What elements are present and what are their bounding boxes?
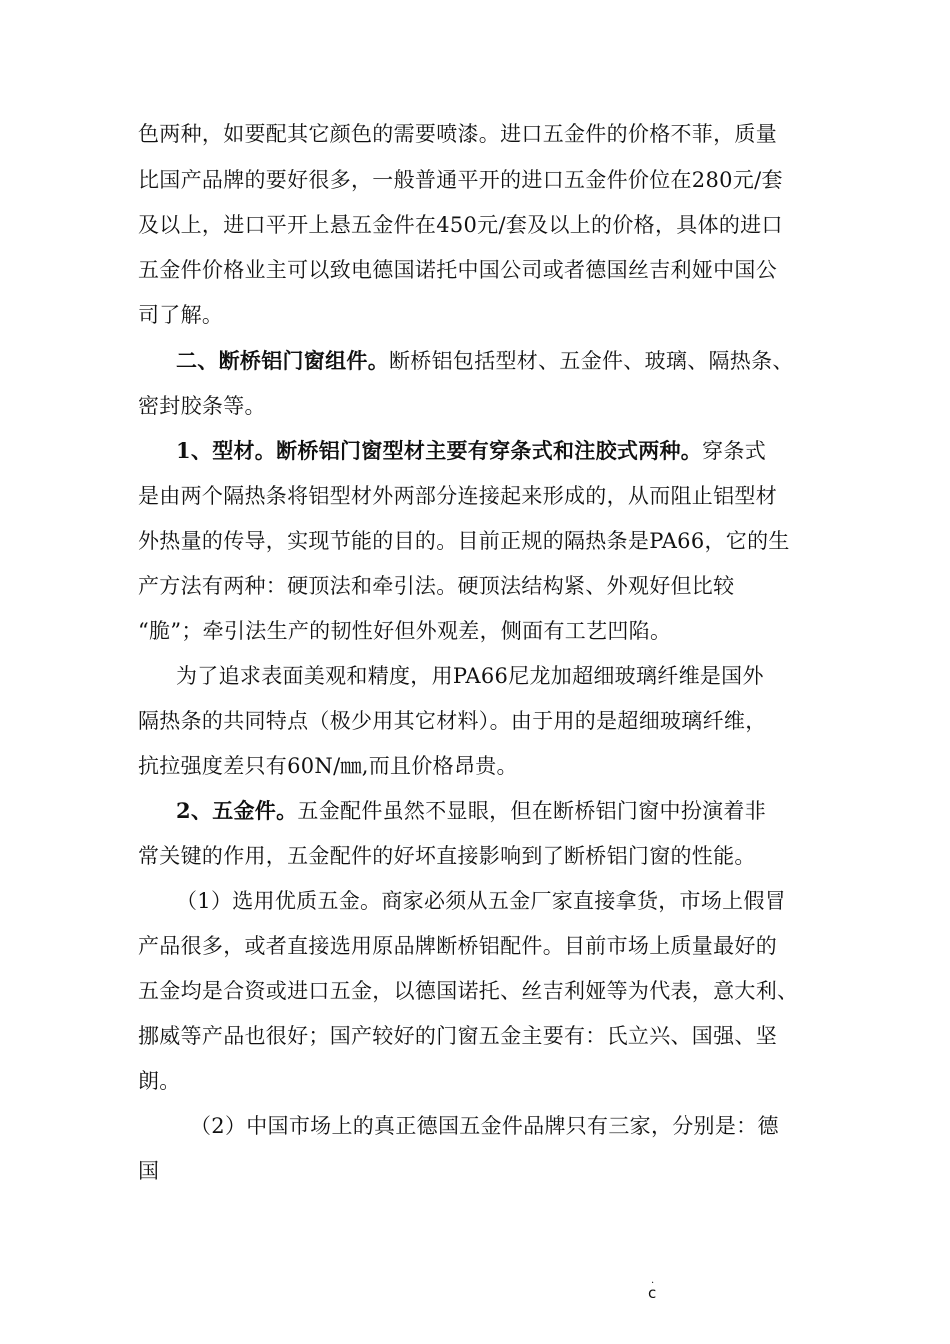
text-line: 五金均是合资或进口五金，以德国诺托、丝吉利娅等为代表，意大利、 <box>138 979 799 1003</box>
text-line: “脆”；牵引法生产的韧性好但外观差，侧面有工艺凹陷。 <box>138 619 672 643</box>
item-1-line-1 <box>176 434 766 468</box>
item-2-heading: 2、五金件。 <box>176 798 298 823</box>
item-1-heading: 1、型材。断桥铝门窗型材主要有穿条式和注胶式两种。 <box>176 438 703 463</box>
text-line: 比国产品牌的要好很多，一般普通平开的进口五金件价位在280元/套 <box>138 168 783 192</box>
text-line: 外热量的传导，实现节能的目的。目前正规的隔热条是PA66，它的生 <box>138 529 790 553</box>
text-line: 五金件价格业主可以致电德国诺托中国公司或者德国丝吉利娅中国公 <box>138 258 777 282</box>
section-2-line-1 <box>176 344 794 378</box>
footer-page-mark: c <box>648 1284 657 1302</box>
section-2-heading: 二、断桥铝门窗组件。 <box>176 348 389 373</box>
text-line: 是由两个隔热条将铝型材外两部分连接起来形成的，从而阻止铝型材 <box>138 484 777 508</box>
item-2-text: 五金配件虽然不显眼，但在断桥铝门窗中扮演着非 <box>297 799 767 823</box>
text-line: 为了追求表面美观和精度，用PA66尼龙加超细玻璃纤维是国外 <box>176 664 764 688</box>
text-line: 色两种，如要配其它颜色的需要喷漆。进口五金件的价格不菲，质量 <box>138 122 777 146</box>
text-line: 及以上，进口平开上悬五金件在450元/套及以上的价格，具体的进口 <box>138 213 783 237</box>
text-line: 抗拉强度差只有60N/㎜,而且价格昂贵。 <box>138 754 518 778</box>
footer-dot: . <box>651 1275 655 1286</box>
text-line: 密封胶条等。 <box>138 394 266 418</box>
text-line: 朗。 <box>138 1069 181 1093</box>
text-line: 挪威等产品也很好；国产较好的门窗五金主要有：氏立兴、国强、坚 <box>138 1024 777 1048</box>
section-2-text: 断桥铝包括型材、五金件、玻璃、隔热条、 <box>389 349 794 373</box>
text-line: 产品很多，或者直接选用原品牌断桥铝配件。目前市场上质量最好的 <box>138 934 777 958</box>
item-2-line-1 <box>176 794 766 828</box>
text-line: （2）中国市场上的真正德国五金件品牌只有三家，分别是：德 <box>190 1114 779 1138</box>
text-line: 产方法有两种：硬顶法和牵引法。硬顶法结构紧、外观好但比较 <box>138 574 735 598</box>
text-line: 司了解。 <box>138 303 224 327</box>
text-line: 隔热条的共同特点（极少用其它材料）。由于用的是超细玻璃纤维， <box>138 709 767 733</box>
item-1-text: 穿条式 <box>702 439 767 463</box>
text-line: 常关键的作用，五金配件的好坏直接影响到了断桥铝门窗的性能。 <box>138 844 756 868</box>
text-line: （1）选用优质五金。商家必须从五金厂家直接拿货，市场上假冒 <box>176 889 787 913</box>
text-line: 国 <box>138 1159 160 1183</box>
